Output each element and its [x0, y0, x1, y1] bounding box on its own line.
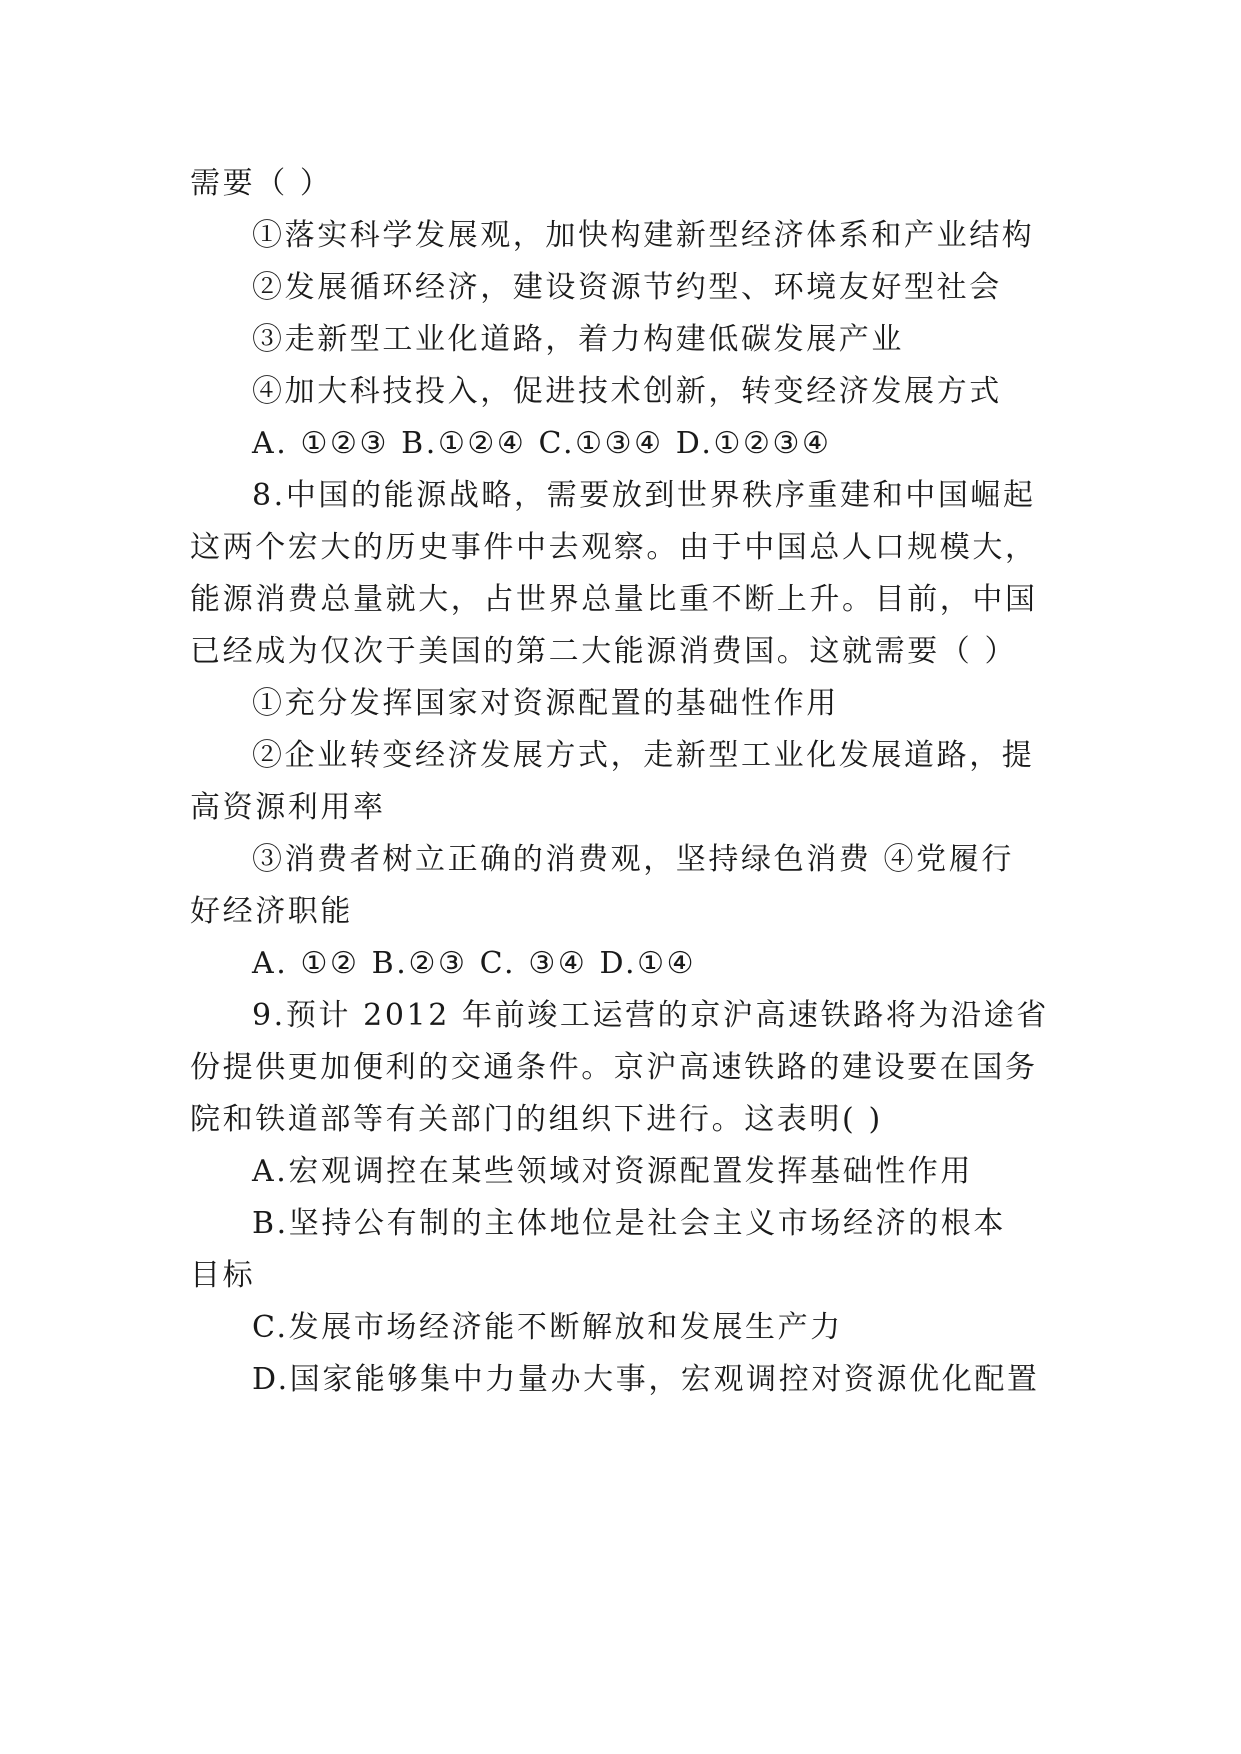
q8-statement-4: 好经济职能: [190, 894, 353, 929]
q9-stem: 份提供更加便利的交通条件。京沪高速铁路的建设要在国务: [190, 1050, 1038, 1085]
q8-stem: 这两个宏大的历史事件中去观察。由于中国总人口规模大，: [190, 530, 1038, 565]
q8-statement-3-4: ③消费者树立正确的消费观，坚持绿色消费 ④党履行: [252, 842, 1014, 877]
q9-stem: 9.预计 2012 年前竣工运营的京沪高速铁路将为沿途省: [252, 998, 1049, 1033]
q9-option-b: B.坚持公有制的主体地位是社会主义市场经济的根本: [252, 1206, 1006, 1241]
q7-statement-3: ③走新型工业化道路，着力构建低碳发展产业: [252, 322, 904, 357]
q9-option-c: C.发展市场经济能不断解放和发展生产力: [252, 1310, 843, 1345]
q8-stem: 能源消费总量就大，占世界总量比重不断上升。目前，中国: [190, 582, 1038, 617]
q7-stem-tail: 需要（ ）: [190, 166, 333, 201]
q8-stem: 已经成为仅次于美国的第二大能源消费国。这就需要（ ）: [190, 634, 1018, 669]
q8-statement-2: 高资源利用率: [190, 790, 386, 825]
q9-option-d: D.国家能够集中力量办大事，宏观调控对资源优化配置: [252, 1362, 1040, 1397]
q9-option-b: 目标: [190, 1258, 256, 1293]
q8-statement-2: ②企业转变经济发展方式，走新型工业化发展道路，提: [252, 738, 1035, 773]
q8-statement-1: ①充分发挥国家对资源配置的基础性作用: [252, 686, 839, 721]
q9-stem: 院和铁道部等有关部门的组织下进行。这表明( ): [190, 1102, 883, 1137]
q9-option-a: A.宏观调控在某些领域对资源配置发挥基础性作用: [252, 1154, 974, 1189]
q8-stem: 8.中国的能源战略，需要放到世界秩序重建和中国崛起: [252, 478, 1036, 513]
q7-statement-2: ②发展循环经济，建设资源节约型、环境友好型社会: [252, 270, 1002, 305]
q8-options: A. ①② B.②③ C. ③④ D.①④: [252, 946, 697, 981]
q7-statement-1: ①落实科学发展观，加快构建新型经济体系和产业结构: [252, 218, 1035, 253]
q7-options: A. ①②③ B.①②④ C.①③④ D.①②③④: [252, 426, 832, 461]
q7-statement-4: ④加大科技投入，促进技术创新，转变经济发展方式: [252, 374, 1002, 409]
